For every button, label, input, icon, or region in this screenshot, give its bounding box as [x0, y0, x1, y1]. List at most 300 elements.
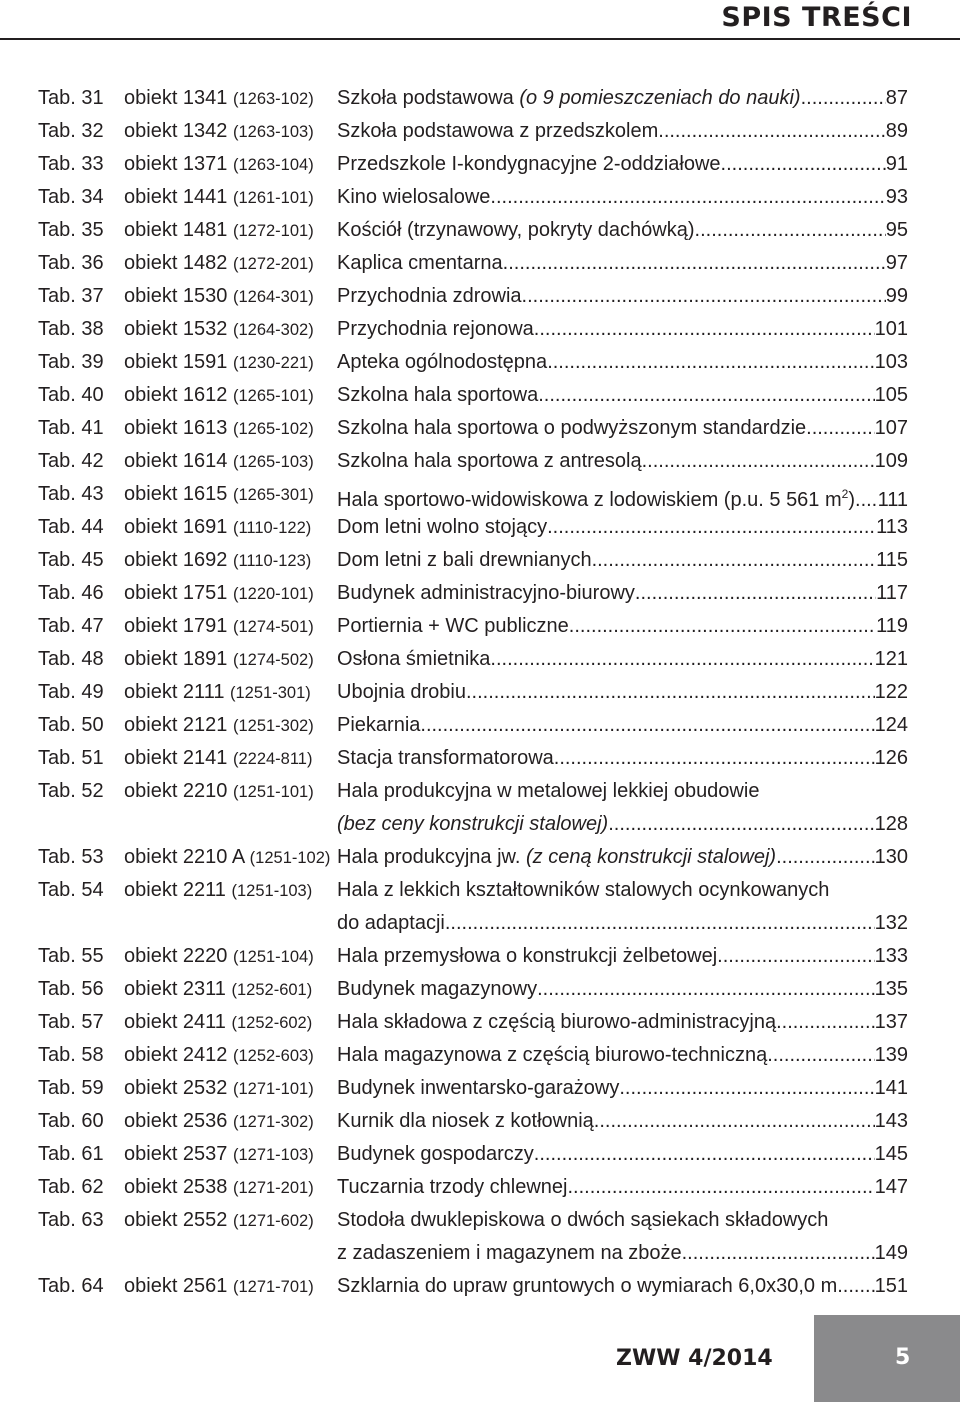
page-ref[interactable]: 145: [874, 1143, 908, 1165]
dot-leader: [608, 808, 874, 841]
object-id: [124, 379, 314, 413]
toc-entry: [0, 82, 960, 115]
entry-title-text: [337, 412, 806, 445]
object-number: obiekt 2220: [124, 945, 228, 967]
classification-code: (1271-101): [232, 1080, 314, 1098]
classification-code: (1271-103): [232, 1146, 314, 1164]
entry-title-line: [337, 841, 908, 874]
toc-entry: [0, 1105, 960, 1138]
object-number: obiekt 1481: [124, 219, 228, 241]
page-ref[interactable]: 115: [876, 549, 908, 571]
page-ref[interactable]: 103: [874, 351, 908, 373]
page-ref[interactable]: 126: [874, 747, 908, 769]
dot-leader: [569, 610, 876, 643]
entry-title: [337, 1270, 908, 1303]
page-ref[interactable]: 107: [874, 417, 908, 439]
entry-title-text: [337, 379, 538, 412]
toc-entry: [0, 247, 960, 280]
toc-entry: [0, 1072, 960, 1105]
entry-title-text: [337, 1270, 837, 1303]
entry-title-text: [337, 247, 503, 280]
dot-leader: [717, 940, 874, 973]
page-ref[interactable]: 121: [874, 648, 908, 670]
entry-title-text: [337, 346, 547, 379]
entry-title-line: [337, 907, 908, 940]
toc-entry: [0, 742, 960, 775]
entry-title-part: z zadaszeniem i magazynem na zboże: [337, 1242, 682, 1264]
entry-title: [337, 610, 908, 643]
entry-title-text: [337, 1072, 619, 1105]
table-number: Tab. 63: [38, 1209, 104, 1231]
dot-leader: [776, 841, 875, 874]
object-id: [124, 181, 314, 215]
table-of-contents: [0, 82, 960, 1303]
entry-title-text: [337, 1138, 534, 1171]
entry-title: [337, 280, 908, 313]
entry-title-part: Stacja transformatorowa: [337, 747, 554, 769]
object-number: obiekt 2211: [124, 879, 226, 901]
object-number: obiekt 1482: [124, 252, 228, 274]
table-number: Tab. 38: [38, 318, 104, 340]
entry-title-part: Dom letni wolno stojący: [337, 516, 548, 538]
table-number: Tab. 55: [38, 945, 104, 967]
toc-entry: [0, 577, 960, 610]
entry-title: [337, 643, 908, 676]
object-id: [124, 247, 314, 281]
entry-title: [337, 478, 908, 511]
object-number: obiekt 1612: [124, 384, 228, 406]
object-number: obiekt 1751: [124, 582, 228, 604]
object-id: [124, 874, 312, 908]
object-id: [124, 115, 314, 149]
classification-code: (1265-301): [232, 486, 314, 504]
object-number: obiekt 1891: [124, 648, 228, 670]
entry-title-line: [337, 1039, 908, 1072]
entry-title-part: Hala z lekkich kształtowników stalowych ocynkowanych: [337, 879, 830, 901]
object-number: obiekt 1614: [124, 450, 228, 472]
object-number: obiekt 2537: [124, 1143, 228, 1165]
toc-entry: [0, 643, 960, 676]
table-number: Tab. 52: [38, 780, 104, 802]
toc-entry: [0, 115, 960, 148]
dot-leader: [490, 181, 885, 214]
entry-title-part: Piekarnia: [337, 714, 421, 736]
entry-title: [337, 1006, 908, 1039]
entry-title-part: Kino wielosalowe: [337, 186, 491, 208]
dot-leader: [466, 676, 875, 709]
entry-title-text: [337, 610, 569, 643]
object-number: obiekt 1342: [124, 120, 228, 142]
entry-title: [337, 841, 908, 874]
entry-title-text: [337, 1171, 567, 1204]
object-number: obiekt 1791: [124, 615, 228, 637]
entry-title: [337, 544, 908, 577]
table-number: Tab. 47: [38, 615, 104, 637]
page-ref[interactable]: 143: [874, 1110, 908, 1132]
entry-title-part: (z ceną konstrukcji stalowej): [525, 846, 777, 868]
page-ref[interactable]: 133: [874, 945, 908, 967]
classification-code: (1220-101): [232, 585, 314, 603]
entry-title-text: [337, 280, 522, 313]
table-number: Tab. 44: [38, 516, 104, 538]
entry-title: [337, 973, 908, 1006]
page-ref[interactable]: 132: [874, 912, 908, 934]
dot-leader: [554, 742, 875, 775]
page-ref[interactable]: 149: [874, 1242, 908, 1264]
page-ref[interactable]: 97: [885, 252, 908, 274]
entry-title-text: [337, 841, 776, 874]
classification-code: (1265-101): [232, 387, 314, 405]
entry-title-part: Osłona śmietnika: [337, 648, 491, 670]
table-number: Tab. 46: [38, 582, 104, 604]
dot-leader: [721, 148, 886, 181]
entry-title: [337, 676, 908, 709]
entry-title-part: Przedszkole I-kondygnacyjne 2-oddziałowe: [337, 153, 721, 175]
entry-title-text: [337, 940, 717, 973]
entry-title-part: Ubojnia drobiu: [337, 681, 466, 703]
object-id: [124, 1171, 314, 1205]
table-number: Tab. 51: [38, 747, 104, 769]
classification-code: (1252-603): [232, 1047, 314, 1065]
object-id: [124, 973, 312, 1007]
dot-leader: [594, 1105, 875, 1138]
page-ref[interactable]: 135: [874, 978, 908, 1000]
entry-title: [337, 1039, 908, 1072]
entry-title-line: [337, 313, 908, 346]
classification-code: (1263-102): [232, 90, 314, 108]
table-number: Tab. 62: [38, 1176, 104, 1198]
dot-leader: [547, 511, 876, 544]
classification-code: (1252-601): [231, 981, 313, 999]
toc-entry: [0, 1039, 960, 1072]
entry-title: [337, 1072, 908, 1105]
dot-leader: [534, 1138, 875, 1171]
entry-title-text: [337, 115, 658, 148]
object-number: obiekt 2111: [124, 681, 225, 703]
classification-code: (1271-701): [232, 1278, 314, 1296]
entry-title-text: [337, 676, 466, 709]
toc-entry: [0, 280, 960, 313]
entry-title: [337, 1171, 908, 1204]
object-id: [124, 841, 330, 875]
object-id: [124, 1039, 314, 1073]
toc-entry: [0, 148, 960, 181]
page-ref[interactable]: 141: [874, 1077, 908, 1099]
dot-leader: [837, 1270, 874, 1303]
object-id: [124, 478, 314, 512]
page-ref[interactable]: 111: [877, 489, 908, 511]
toc-entry: [0, 313, 960, 346]
entry-title-text: [337, 1006, 776, 1039]
entry-title-line: [337, 940, 908, 973]
table-number: Tab. 60: [38, 1110, 104, 1132]
entry-title-text: [337, 742, 554, 775]
object-number: obiekt 2412: [124, 1044, 228, 1066]
entry-title-part: Szkoła podstawowa z przedszkolem: [337, 120, 659, 142]
page-ref[interactable]: 101: [874, 318, 908, 340]
page-ref[interactable]: 95: [885, 219, 908, 241]
entry-title-text: [337, 82, 801, 115]
page-ref[interactable]: 113: [876, 516, 908, 538]
object-id: [124, 214, 314, 248]
table-number: Tab. 49: [38, 681, 104, 703]
page-header: [0, 0, 960, 38]
entry-title-line: [337, 709, 908, 742]
classification-code: (1110-123): [232, 552, 312, 570]
entry-title-text: [337, 973, 537, 1006]
toc-entry: [0, 874, 960, 940]
page-number-box: [814, 1315, 960, 1402]
entry-title: [337, 181, 908, 214]
table-number: Tab. 41: [38, 417, 104, 439]
classification-code: (1261-101): [232, 189, 314, 207]
classification-code: (2224-811): [232, 750, 313, 768]
entry-title-part: (o 9 pomieszczeniach do nauki): [519, 87, 801, 109]
entry-title-text: [337, 214, 695, 247]
toc-entry: [0, 1204, 960, 1270]
object-id: [124, 577, 314, 611]
entry-title-line: [337, 1072, 908, 1105]
toc-entry: [0, 1270, 960, 1303]
entry-title-line: [337, 577, 908, 610]
entry-title: [337, 148, 908, 181]
classification-code: (1265-103): [232, 453, 314, 471]
toc-entry: [0, 445, 960, 478]
dot-leader: [801, 82, 886, 115]
object-id: [124, 346, 314, 380]
dot-leader: [635, 577, 876, 610]
entry-title-line: [337, 214, 908, 247]
table-number: Tab. 31: [38, 87, 104, 109]
entry-title-part: Budynek magazynowy: [337, 978, 538, 1000]
dot-leader: [537, 973, 875, 1006]
toc-entry: [0, 1006, 960, 1039]
object-number: obiekt 1371: [124, 153, 228, 175]
entry-title: [337, 115, 908, 148]
classification-code: (1264-302): [232, 321, 314, 339]
object-number: obiekt 2311: [124, 978, 226, 1000]
page-ref[interactable]: 151: [874, 1275, 908, 1297]
entry-title-part: Kościół (trzynawowy, pokryty dachówką): [337, 219, 695, 241]
object-number: obiekt 1591: [124, 351, 228, 373]
object-number: obiekt 1530: [124, 285, 228, 307]
header-rule: [0, 38, 960, 40]
entry-title-line: [337, 1204, 908, 1237]
dot-leader: [658, 115, 885, 148]
object-id: [124, 412, 314, 446]
entry-title-part: Szkolna hala sportowa: [337, 384, 539, 406]
dot-leader: [642, 445, 875, 478]
object-number: obiekt 2536: [124, 1110, 228, 1132]
entry-title: [337, 82, 908, 115]
entry-title-part: Hala produkcyjna w metalowej lekkiej obudowie: [337, 780, 760, 802]
entry-title-text: [337, 445, 642, 478]
dot-leader: [534, 313, 875, 346]
object-number: obiekt 1341: [124, 87, 228, 109]
entry-title-part: Przychodnia zdrowia: [337, 285, 522, 307]
table-number: Tab. 64: [38, 1275, 104, 1297]
dot-leader: [806, 412, 874, 445]
page-ref[interactable]: 99: [885, 285, 908, 307]
toc-entry: [0, 940, 960, 973]
toc-entry: [0, 973, 960, 1006]
page-ref[interactable]: 109: [874, 450, 908, 472]
dot-leader: [547, 346, 874, 379]
entry-title: [337, 247, 908, 280]
object-number: obiekt 1691: [124, 516, 228, 538]
entry-title-text: [337, 181, 490, 214]
object-number: obiekt 2552: [124, 1209, 228, 1231]
entry-title-part: Hala przemysłowa o konstrukcji żelbetowej: [337, 945, 718, 967]
toc-entry: [0, 709, 960, 742]
classification-code: (1251-301): [230, 684, 311, 702]
object-id: [124, 544, 311, 578]
entry-title-part: Szkolna hala sportowa z antresolą: [337, 450, 642, 472]
dot-leader: [695, 214, 886, 247]
page-ref[interactable]: 89: [885, 120, 908, 142]
dot-leader: [503, 247, 886, 280]
table-number: Tab. 50: [38, 714, 104, 736]
classification-code: (1263-104): [232, 156, 314, 174]
page-ref[interactable]: 87: [885, 87, 908, 109]
entry-title-line: [337, 478, 908, 511]
toc-entry: [0, 841, 960, 874]
entry-title-text: [337, 577, 635, 610]
object-number: obiekt 2121: [124, 714, 228, 736]
table-number: Tab. 42: [38, 450, 104, 472]
entry-title-line: [337, 775, 908, 808]
classification-code: (1251-101): [232, 783, 314, 801]
table-number: Tab. 45: [38, 549, 104, 571]
table-number: Tab. 59: [38, 1077, 104, 1099]
classification-code: (1251-104): [232, 948, 314, 966]
object-id: [124, 445, 314, 479]
entry-title-text: [337, 874, 829, 907]
object-id: [124, 643, 314, 677]
entry-title: [337, 346, 908, 379]
classification-code: (1271-201): [232, 1179, 314, 1197]
entry-title-line: [337, 445, 908, 478]
page-ref[interactable]: 122: [874, 681, 908, 703]
page-ref[interactable]: 117: [876, 582, 908, 604]
entry-title-line: [337, 82, 908, 115]
dot-leader: [767, 1039, 874, 1072]
entry-title-text: [337, 1105, 594, 1138]
entry-title: [337, 874, 908, 940]
dot-leader: [592, 544, 877, 577]
classification-code: (1251-102): [249, 849, 331, 867]
page-ref[interactable]: 139: [874, 1044, 908, 1066]
page-ref[interactable]: 91: [885, 153, 908, 175]
entry-title-part: Kurnik dla niosek z kotłownią: [337, 1110, 594, 1132]
classification-code: (1274-502): [232, 651, 314, 669]
entry-title-line: [337, 412, 908, 445]
table-number: Tab. 33: [38, 153, 104, 175]
object-number: obiekt 1441: [124, 186, 228, 208]
entry-title-line: [337, 247, 908, 280]
entry-title-text: [337, 643, 490, 676]
table-number: Tab. 35: [38, 219, 104, 241]
object-id: [124, 1138, 314, 1172]
object-number: obiekt 2141: [124, 747, 228, 769]
object-number: obiekt 1532: [124, 318, 228, 340]
toc-entry: [0, 1138, 960, 1171]
object-number: obiekt 2210: [124, 780, 228, 802]
page-ref[interactable]: 130: [874, 846, 908, 868]
section-title: SPIS TREŚCI: [721, 2, 912, 33]
classification-code: (1264-301): [232, 288, 314, 306]
classification-code: (1251-302): [232, 717, 314, 735]
table-number: Tab. 40: [38, 384, 104, 406]
entry-title-text: [337, 313, 534, 346]
object-id: [124, 511, 311, 545]
entry-title-part: Portiernia + WC publiczne: [337, 615, 569, 637]
entry-title: [337, 511, 908, 544]
page-ref[interactable]: 124: [874, 714, 908, 736]
page-ref[interactable]: 105: [874, 384, 908, 406]
table-number: Tab. 58: [38, 1044, 104, 1066]
object-number: obiekt 1613: [124, 417, 228, 439]
entry-title-line: [337, 1270, 908, 1303]
entry-title-part: Przychodnia rejonowa: [337, 318, 534, 340]
toc-entry: [0, 544, 960, 577]
entry-title-part: Hala sportowo-widowiskowa z lodowiskiem (p.u. 5 561 m: [337, 489, 842, 511]
entry-title: [337, 1204, 908, 1270]
classification-code: (1251-103): [231, 882, 313, 900]
entry-title-text: [337, 808, 608, 841]
table-number: Tab. 53: [38, 846, 104, 868]
dot-leader: [567, 1171, 874, 1204]
entry-title-part: Budynek administracyjno-biurowy: [337, 582, 635, 604]
page-ref[interactable]: 93: [885, 186, 908, 208]
table-number: Tab. 54: [38, 879, 104, 901]
table-number: Tab. 37: [38, 285, 104, 307]
toc-entry: [0, 676, 960, 709]
table-number: Tab. 32: [38, 120, 104, 142]
entry-title-line: [337, 544, 908, 577]
toc-entry: [0, 610, 960, 643]
classification-code: (1271-302): [232, 1113, 314, 1131]
classification-code: (1272-201): [232, 255, 314, 273]
entry-title-part: 2: [841, 487, 849, 501]
page-ref[interactable]: 128: [874, 813, 908, 835]
entry-title-part: ): [848, 489, 856, 511]
entry-title: [337, 775, 908, 841]
entry-title-line: [337, 511, 908, 544]
entry-title-line: [337, 1171, 908, 1204]
classification-code: (1230-221): [232, 354, 314, 372]
entry-title-part: Szkolna hala sportowa o podwyższonym standardzie: [337, 417, 807, 439]
classification-code: (1271-602): [232, 1212, 314, 1230]
toc-entry: [0, 214, 960, 247]
entry-title-part: Budynek inwentarsko-garażowy: [337, 1077, 620, 1099]
table-number: Tab. 61: [38, 1143, 104, 1165]
entry-title-line: [337, 1237, 908, 1270]
object-id: [124, 82, 314, 116]
toc-entry: [0, 775, 960, 841]
page-ref[interactable]: 119: [876, 615, 908, 637]
page-ref[interactable]: 137: [874, 1011, 908, 1033]
entry-title-line: [337, 280, 908, 313]
toc-entry: [0, 1171, 960, 1204]
entry-title: [337, 412, 908, 445]
entry-title: [337, 379, 908, 412]
classification-code: (1263-103): [232, 123, 314, 141]
object-id: [124, 1072, 314, 1106]
table-number: Tab. 57: [38, 1011, 104, 1033]
page-ref[interactable]: 147: [874, 1176, 908, 1198]
entry-title: [337, 742, 908, 775]
